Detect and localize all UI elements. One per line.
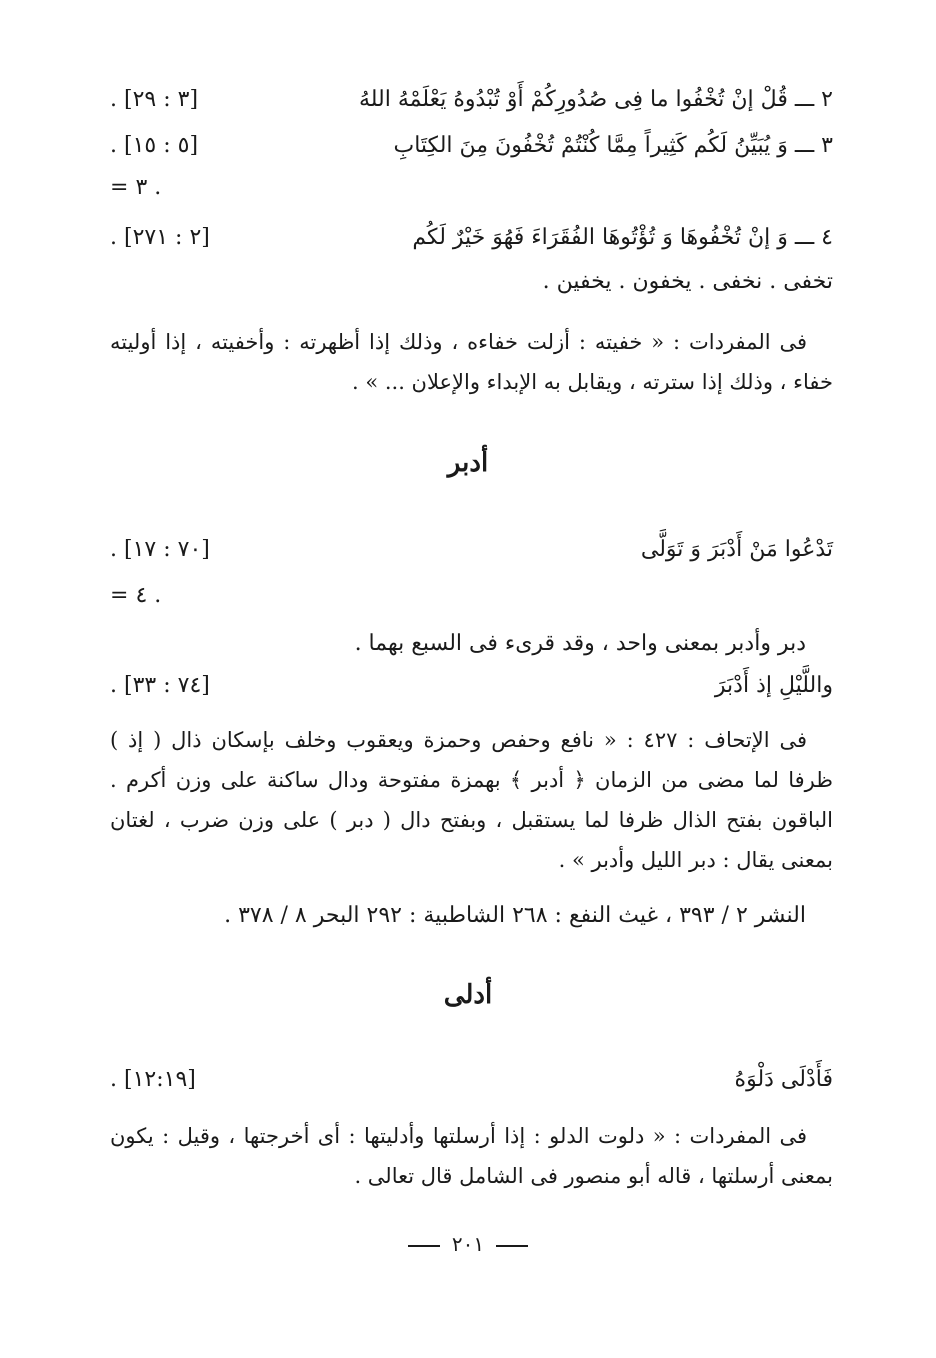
verse-text: واللَّيْلِ إذ أَدْبَرَ: [714, 673, 833, 698]
verse-reference: [٢ : ٢٧١] .: [110, 225, 210, 250]
verse-line: [110, 530, 833, 570]
note-line: [110, 624, 806, 664]
note-text: دبر وأدبر بمعنى واحد ، وقد قرىء فى السبع بهما .: [354, 631, 806, 656]
count-text: = ٤ .: [110, 583, 162, 608]
verse-reference: [٧٠ : ١٧] .: [110, 537, 210, 562]
footer-dash: [496, 1245, 528, 1247]
verse-reference: [٥ : ١٥] .: [110, 133, 199, 158]
page-footer: [0, 1232, 936, 1256]
word-forms: [110, 262, 833, 302]
sources-line: [110, 896, 806, 936]
sources-text: النشر ٢ / ٣٩٣ ، غيث النفع : ٢٦٨ الشاطبية : ٢٩٢ البحر ٨ / ٣٧٨ .: [224, 903, 806, 928]
verse-line-3: [110, 126, 833, 166]
verse-text: ٤ ـــ وَ إنْ تُخْفُوهَا وَ تُؤْتُوهَا الفُقَرَاءَ فَهُوَ خَيْرٌ لَكُم: [412, 225, 833, 250]
verse-reference: [١٢:١٩] .: [110, 1067, 196, 1092]
verse-text: تَدْعُوا مَنْ أَدْبَرَ وَ تَوَلَّى: [640, 537, 833, 562]
paragraph-text: فى الإتحاف : ٤٢٧ : « نافع وحفص وحمزة ويعقوب وخلف بإسكان ذال ( إذ ) ظرفا لما مضى من الزمان ﴿ أدبر ﴾ بهمزة مفتوحة ودال ساكنة على وزن أكرم . الباقون بفتح الذال ظرفا لما يستقبل ، وبفتح دال ( دبر ) على وزن ضرب ، لغتان بمعنى يقال : دبر الليل وأدبر » .: [110, 728, 833, 872]
ithaf-paragraph: [110, 720, 833, 880]
verse-text: ٢ ـــ قُلْ إنْ تُخْفُوا ما فِى صُدُورِكُمْ أَوْ تُبْدُوهُ يَعْلَمْهُ اللهُ: [358, 87, 833, 112]
paragraph-text: فى المفردات : « خفيته : أزلت خفاءه ، وذلك إذا أظهرته : وأخفيته ، إذا أوليته خفاء ، وذلك إذا سترته ، ويقابل به الإبداء والإعلان ... » .: [110, 330, 833, 394]
page-number: ٢٠١: [451, 1232, 485, 1256]
footer-dash: [408, 1245, 440, 1247]
verse-text: فَأَدْلَى دَلْوَهُ: [734, 1067, 833, 1092]
verse-line: [110, 666, 833, 706]
verse-count: [110, 576, 833, 616]
mufradat-paragraph: [110, 1116, 833, 1196]
section-heading: أدلى: [443, 980, 493, 1010]
mufradat-paragraph: [110, 322, 833, 402]
section-heading: أدبر: [447, 448, 489, 478]
verse-count: [110, 168, 161, 208]
verse-line-2: [110, 80, 833, 120]
verse-text: ٣ ـــ وَ يُبَيِّنُ لَكُم كَثِيراً مِمَّا كُنْتُمْ تُخْفُونَ مِنَ الكِتَابِ: [393, 133, 833, 158]
forms-text: تخفى . نخفى . يخفون . يخفين .: [542, 269, 833, 294]
verse-line: [110, 1060, 833, 1100]
count-text: = ٣ .: [110, 175, 162, 200]
verse-line-4: [110, 218, 833, 258]
verse-reference: [٣ : ٢٩] .: [110, 87, 199, 112]
paragraph-text: فى المفردات : « دلوت الدلو : إذا أرسلتها وأدليتها : أى أخرجتها ، وقيل : يكون بمعنى أرسلتها ، قاله أبو منصور فى الشامل قال تعالى .: [110, 1124, 833, 1188]
verse-reference: [٧٤ : ٣٣] .: [110, 673, 210, 698]
